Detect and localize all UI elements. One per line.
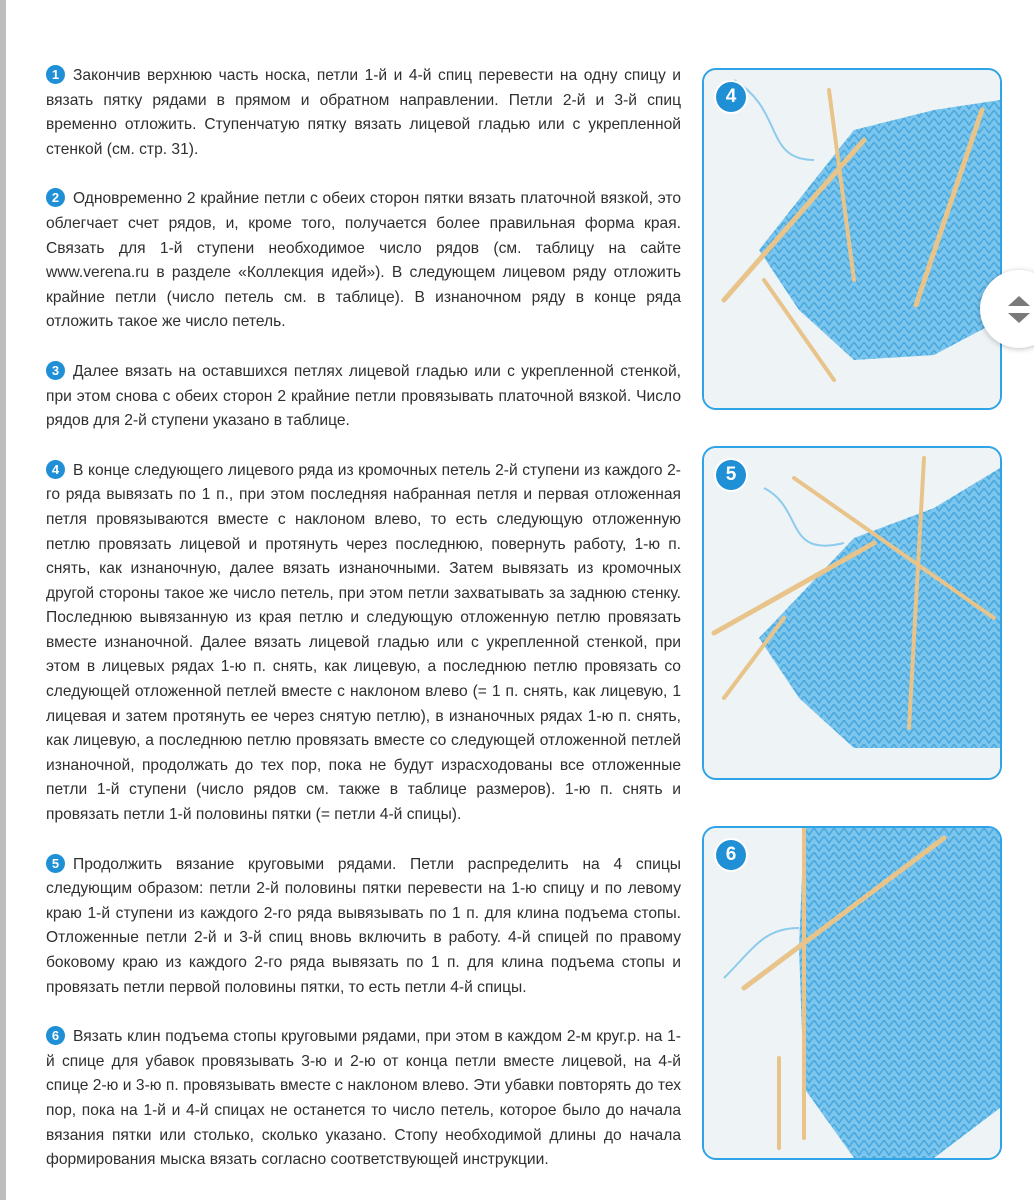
chevron-up-icon[interactable] bbox=[1008, 296, 1030, 306]
step-text: Вязать клин подъема стопы круговыми рядами, при этом в каждом 2-м круг.р. на 1-й спице для убавок провязывать 3-ю и 2-ю от конца петли вместе лицевой, на 4-й спице 2-ю и 3-ю п. провязывать вместе с наклоном влево. Эти убавки повторять до тех пор, пока на 1-й и 4-й спицах не останется то число петель, которое было до начала вязания пятки или столько, сколько указано. Стопу необходимой длины до начала формирования мыска вязать согласно соответствующей инструкции. bbox=[46, 1028, 681, 1169]
photo-step-4 bbox=[702, 68, 1002, 410]
step-text: Продолжить вязание круговыми рядами. Петли распределить на 4 спицы следующим образом: петли 2-й половины пятки перевести на 1-ю спицу и по левому краю 1-й ступени из каждого 2-го ряда вывязывать по 1 п. для клина подъема стопы. Отложенные петли 2-й и 3-й спиц вновь включить в работу. 4-й спицей по правому боковому краю из каждого 2-го ряда вывязать по 1 п. для клина подъема стопы и провязать петли первой половины пятки, то есть петли 4-й спицы. bbox=[46, 855, 681, 996]
step-text: Закончив верхнюю часть носка, петли 1-й и 4-й спиц перевести на одну спицу и вязать пятку рядами в прямом и обратном направлении. Петли 2-й и 3-й спиц временно отложить. Ступенчатую пятку вязать лицевой гладью или с укрепленной стенкой (см. стр. 31). bbox=[46, 67, 681, 158]
knitting-illustration bbox=[704, 448, 1000, 778]
instructions-column bbox=[46, 64, 681, 1198]
step-text: Далее вязать на оставшихся петлях лицевой гладью или с укрепленной стенкой, при этом снова с обеих сторон 2 крайние петли провязывать платочной вязкой. Число рядов для 2-й ступени указано в таблице. bbox=[46, 362, 681, 430]
step-number-badge: 5 bbox=[46, 854, 65, 873]
page-edge bbox=[0, 0, 6, 1200]
photo-badge: 4 bbox=[716, 82, 746, 112]
photo-step-6 bbox=[702, 826, 1002, 1160]
photo-step-5 bbox=[702, 446, 1002, 780]
knitting-illustration bbox=[704, 828, 1000, 1158]
step-text: В конце следующего лицевого ряда из кромочных петель 2-й ступени из каждого 2-го ряда вывязать по 1 п., при этом последняя набранная петля и первая отложенная петля провязываются вместе с наклоном влево, то есть следующую отложенную петлю провязать лицевой и протянуть через последнюю, повернуть работу, 1-ю п. снять, как изнаночную, далее вязать изнаночными. Затем вывязать из кромочных другой стороны такое же число петель, при этом петли захватывать за заднюю стенку. Последнюю вывязанную из края петлю и следующую отложенную петлю провязать вместе изнаночной. Далее вязать лицевой гладью или с укрепленной стенкой, при этом в лицевых рядах 1-ю п. снять, как лицевую, а последнюю петлю провязать со следующей отложенной петлей вместе с наклоном влево (= 1 п. снять, как лицевую, 1 лицевая и затем протянуть ее через снятую петлю), в изнаночных рядах 1-ю п. снять, как лицевую, а последнюю петлю провязать вместе со следующей отложенной петлей изнаночной, продолжать до тех пор, пока не будут израсходованы все отложенные петли 1-й ступени (число рядов см. также в таблице размеров). 1-ю п. снять и провязать петли 1-й половины пятки (= петли 4-й спицы). bbox=[46, 461, 681, 824]
step-4 bbox=[46, 459, 681, 828]
step-number-badge: 3 bbox=[46, 361, 65, 380]
step-3 bbox=[46, 360, 681, 434]
step-1 bbox=[46, 64, 681, 162]
knitting-illustration bbox=[704, 70, 1000, 408]
step-text: Одновременно 2 крайние петли с обеих сторон пятки вязать платочной вязкой, это облегчает счет рядов, и, кроме того, получается более правильная форма края. Связать для 1-й ступени необходимое число рядов (см. таблицу на сайте www.verena.ru в разделе «Коллекция идей»). В следующем лицевом ряду отложить крайние петли (число петель см. в таблице). В изнаночном ряду в конце ряда отложить такое же число петель. bbox=[46, 190, 681, 331]
step-number-badge: 6 bbox=[46, 1026, 65, 1045]
step-number-badge: 1 bbox=[46, 65, 65, 84]
chevron-down-icon[interactable] bbox=[1008, 313, 1030, 323]
step-5 bbox=[46, 853, 681, 1001]
step-2 bbox=[46, 187, 681, 335]
photo-badge: 6 bbox=[716, 840, 746, 870]
step-6 bbox=[46, 1025, 681, 1173]
step-number-badge: 4 bbox=[46, 460, 65, 479]
step-number-badge: 2 bbox=[46, 188, 65, 207]
photo-badge: 5 bbox=[716, 460, 746, 490]
